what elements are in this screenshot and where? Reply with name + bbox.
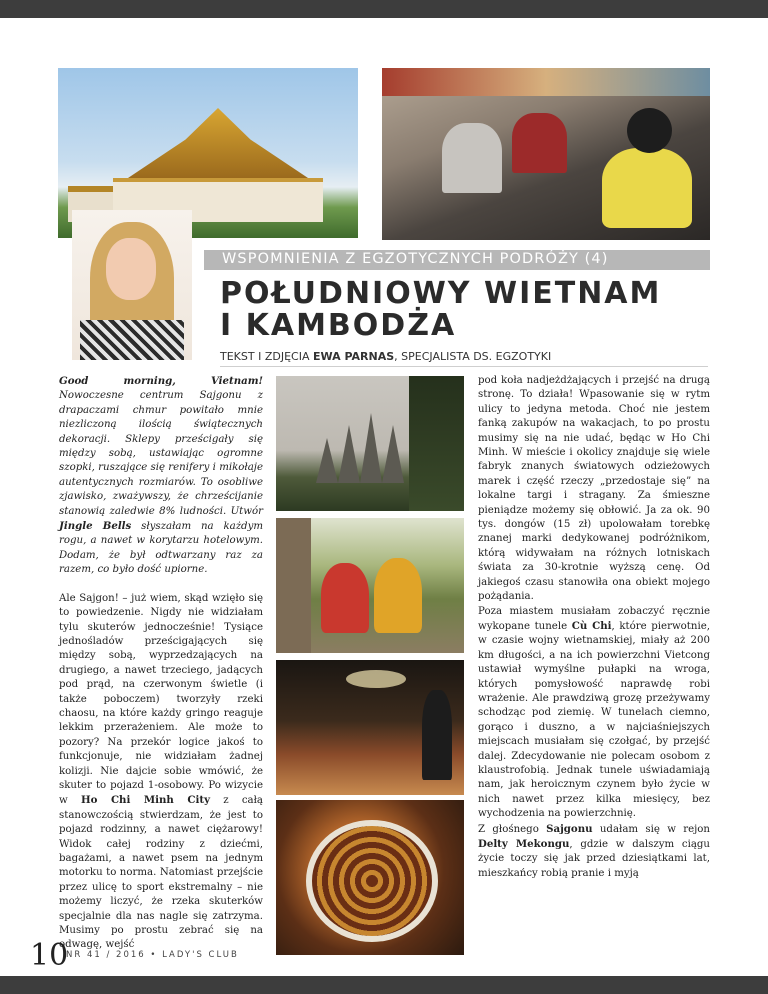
temple-tower xyxy=(382,425,404,483)
mekong-text-c: , gdzie w dalszym ciągu życie toczy się jak przed dziesiątkami lat, mieszkańcy robią pranie i myją xyxy=(478,839,710,879)
series-label: WSPOMNIENIA Z EGZOTYCZNYCH PODRÓŻY (4) xyxy=(222,251,609,267)
title-line-2: I KAMBODŻA xyxy=(220,308,457,343)
palace-roof xyxy=(128,108,308,178)
right-column xyxy=(478,374,710,881)
paragraph-mekong xyxy=(478,822,710,882)
city-name: Ho Chi Minh City xyxy=(80,794,210,807)
rider xyxy=(442,123,502,193)
author-name: EWA PARNAS xyxy=(312,350,395,363)
saigon-name: Sajgonu xyxy=(546,822,593,835)
rider xyxy=(512,113,567,173)
credit-suffix: , SPECJALISTA DS. EGZOTYKI xyxy=(394,350,552,363)
scooter-traffic-photo xyxy=(382,68,710,240)
top-bar xyxy=(0,0,768,18)
mekong-name: Delty Mekongu xyxy=(478,838,570,850)
intro-lead: Good morning, Vietnam! xyxy=(59,375,263,387)
tree-trunk xyxy=(276,518,311,653)
street-awnings xyxy=(382,68,710,96)
palm-tree xyxy=(409,376,464,511)
intro-paragraph xyxy=(59,374,263,578)
intro-text-a: Nowoczesne centrum Sajgonu z drapaczami chmur powitało mnie niezliczoną ilością świątecznych dekoracji. Sklepy prześcigały się między sobą, ustawiając ogromne szopki, ruszające się renifery i mikołaje autentycznych rozmiarów. To osobliwe zjawisko, zważywszy, że chrześcijanie stanowią zaledwie 8% ludności. Utwór xyxy=(59,390,263,517)
credit-prefix: TEKST I ZDJĘCIA xyxy=(220,350,313,363)
vendor xyxy=(422,690,452,780)
body-text-b: z całą stanowczością stwierdzam, że jest to pojazd rodzinny, a nawet ciężarowy! Widok całej rodziny z dziećmi, bagażami, a nawet psem na jednym motorku to norma. Natomiast przejście przez ulicę to sport ekstremalny – nie możemy liczyć, że rzeka skuterków specjalnie dla nas nagle się zatrzyma. Musimy po prostu zebrać się na odwagę, wejść xyxy=(59,795,264,951)
bottom-bar xyxy=(0,976,768,994)
monk-orange-robe xyxy=(374,558,422,633)
body-text-a: Ale Sajgon! – już wiem, skąd wzięło się to powiedzenie. Nigdy nie widziałam tylu skuterów jednocześnie! Tysiące jednośladów prześcigających się między sobą, wyprzedzających na drugiego, a nawet trzeciego, jadących pod prąd, na czerwonym świetle (i także poboczem) tworzyły rzeki chaosu, na które każdy gringo reaguje lekkim przerażeniem. Ale może to pozory? Na przekór logice jakoś to funkcjonuje, nie widziałam żadnej kolizji. Nie dajcie sobie wmówić, że skuter to pojazd 1-osobowy. Po wizycie w xyxy=(59,592,263,807)
header-divider xyxy=(220,366,708,367)
night-market-photo xyxy=(276,660,464,795)
helmet xyxy=(627,108,672,153)
food-plate xyxy=(306,820,438,942)
body-paragraph xyxy=(59,592,263,953)
monk-red-robe xyxy=(321,563,369,633)
credit-line xyxy=(220,350,551,363)
temple-tower xyxy=(360,413,382,483)
song-title: Jingle Bells xyxy=(59,520,132,533)
left-column xyxy=(59,374,263,953)
angkor-wat-photo xyxy=(276,376,464,511)
mekong-text-b: udałam się w rejon xyxy=(592,823,710,835)
magazine-issue: NR 41 / 2016 • LADY'S CLUB xyxy=(66,950,239,960)
portrait-shirt xyxy=(80,320,184,360)
monks-photo xyxy=(276,518,464,653)
street-food-photo xyxy=(276,800,464,955)
page-number: 10 xyxy=(30,938,69,973)
paragraph-tunnels xyxy=(478,605,710,822)
tunnels-name: Cù Chi xyxy=(571,619,612,632)
author-portrait-photo xyxy=(72,210,192,360)
market-lamp xyxy=(346,670,406,688)
tunnels-text-a: Poza miastem musiałam zobaczyć ręcznie wykopane tunele xyxy=(478,605,710,632)
article-title xyxy=(220,278,661,342)
temple-tower xyxy=(338,425,360,483)
portrait-face xyxy=(106,238,156,300)
paragraph-shopping: pod koła nadjeżdżających i przejść na drugą stronę. To działa! Wpasowanie się w rytm ulicy to jedyna metoda. Choć nie jestem fanką zakupów na wakacjach, to po prostu musimy się na nie udać, będąc w Ho Chi Minh. W mieście i okolicy znajduje się wiele fabryk znanych światowych odzieżowych marek i część rzeczy „przedostaje się” na lokalne targi i stragany. Za śmieszne pieniądze możemy się obłowić. Ja za ok. 90 tys. dongów (15 zł) upolowałam torebkę znanej marki dedykowanej podróżnikom, którą widywałam na różnych lotniskach świata za 30-krotnie wyższą cenę. Od jakiegoś czasu stanowiła ona obiekt mojego pożądania. xyxy=(478,375,710,603)
mekong-text-a: Z głośnego xyxy=(478,823,547,835)
rider-yellow-jacket xyxy=(602,148,692,228)
tunnels-text-b: , które pierwotnie, w czasie wojny wietnamskiej, miały aż 200 km długości, a na ich powierzchni Vietcong ustawiał wymyślne pułapki na wroga, których pomysłowość naprawdę robi wrażenie. Ale prawdziwą grozę przeżywamy schodząc pod ziemię. W tunelach ciemno, gorąco i duszno, a w najciaśniejszych miejscach musiałam się czołgać, by przejść dalej. Zdecydowanie nie polecam osobom z klaustrofobią. Jednak tunele uświadamiają nam, jak heroicznym czynem było życie w nich nawet przez kilka miesięcy, bez wychodzenia na powierzchnię. xyxy=(478,620,710,820)
intro-text-b: słyszałam na każdym rogu, a nawet w korytarzu hotelowym. Dodam, że był odtwarzany raz za razem, co było dość upiorne. xyxy=(59,521,263,576)
title-line-1: POŁUDNIOWY WIETNAM xyxy=(220,276,662,311)
temple-tower xyxy=(316,438,338,483)
